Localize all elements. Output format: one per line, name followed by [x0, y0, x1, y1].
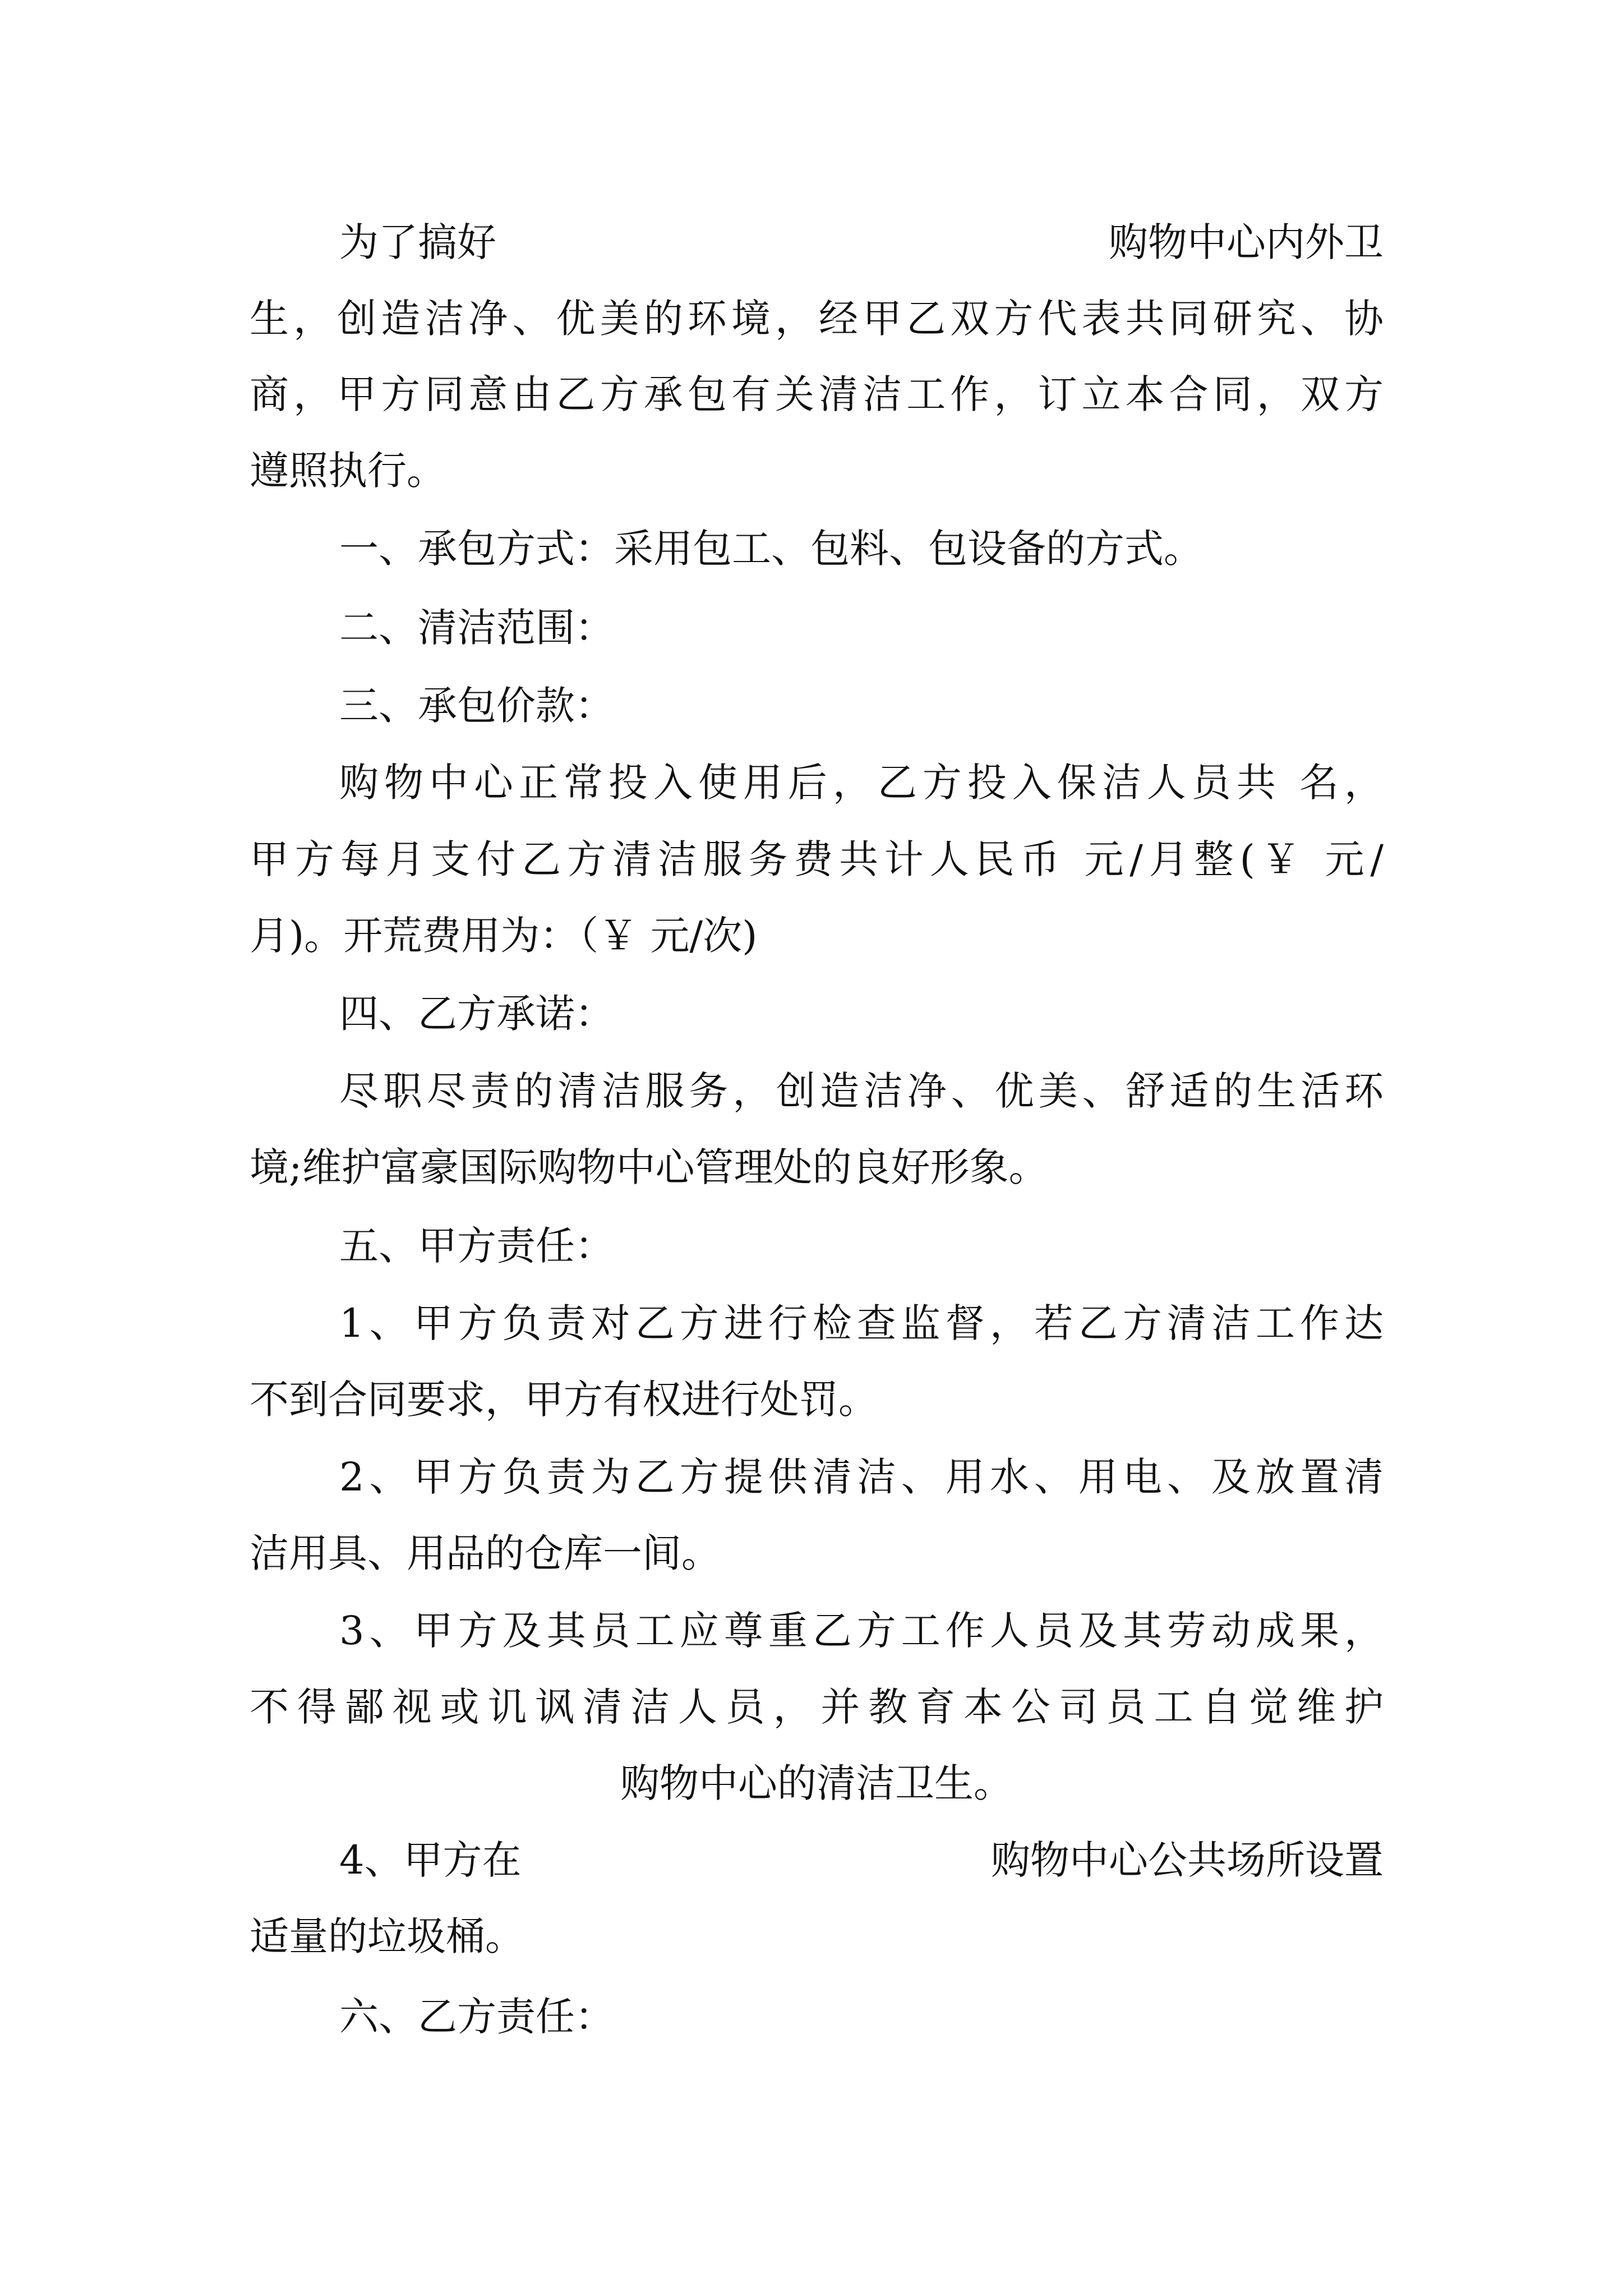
- intro-line-2: 生，创造洁净、优美的环境，经甲乙双方代表共同研究、协: [250, 296, 1384, 342]
- price-line-2: 甲方每月支付乙方清洁服务费共计人民币 元/月整(￥ 元/: [250, 836, 1384, 882]
- duty-a2-line-2: 洁用具、用品的仓库一间。: [250, 1530, 721, 1576]
- duty-a3-line-1: 3、甲方及其员工应尊重乙方工作人员及其劳动成果，: [339, 1608, 1384, 1654]
- section-heading-2: 二、清洁范围：: [339, 605, 614, 651]
- section-heading-6: 六、乙方责任：: [339, 1994, 614, 2040]
- duty-a4-line-1: [339, 1818, 1384, 1902]
- intro-text-end: 购物中心内外卫: [1109, 219, 1384, 265]
- duty-a4-text-start: 4、甲方在: [339, 1837, 522, 1883]
- duty-a4-line-2: 适量的垃圾桶。: [250, 1913, 524, 1959]
- price-line-3: 月)。开荒费用为：（￥ 元/次): [250, 913, 758, 959]
- promise-line-2: 境;维护富豪国际购物中心管理处的良好形象。: [250, 1144, 1048, 1190]
- duty-a2-line-1: 2、甲方负责为乙方提供清洁、用水、用电、及放置清: [339, 1454, 1384, 1500]
- promise-line-1: 尽职尽责的清洁服务，创造洁净、优美、舒适的生活环: [339, 1068, 1384, 1114]
- section-heading-4: 四、乙方承诺：: [339, 991, 614, 1037]
- price-line-1: 购物中心正常投入使用后，乙方投入保洁人员共 名，: [339, 760, 1384, 806]
- intro-line-1: [339, 200, 1384, 284]
- duty-a1-line-1: 1、甲方负责对乙方进行检查监督，若乙方清洁工作达: [339, 1300, 1384, 1346]
- section-heading-1: 一、承包方式：采用包工、包料、包设备的方式。: [339, 526, 1203, 572]
- section-heading-5: 五、甲方责任：: [339, 1223, 614, 1269]
- duty-a3-line-2: 不得鄙视或讥讽清洁人员，并教育本公司员工自觉维护: [250, 1684, 1384, 1730]
- duty-a3-line-3: [250, 1741, 1384, 1825]
- intro-line-4: 遵照执行。: [250, 448, 446, 494]
- intro-line-3: 商，甲方同意由乙方承包有关清洁工作，订立本合同，双方: [250, 371, 1384, 417]
- duty-a4-text-end: 购物中心公共场所设置: [991, 1837, 1384, 1883]
- duty-a3-line-3-text: 购物中心的清洁卫生。: [620, 1760, 1013, 1806]
- intro-text-start: 为了搞好: [339, 219, 496, 265]
- duty-a1-line-2: 不到合同要求，甲方有权进行处罚。: [250, 1377, 878, 1423]
- section-heading-3: 三、承包价款：: [339, 683, 614, 729]
